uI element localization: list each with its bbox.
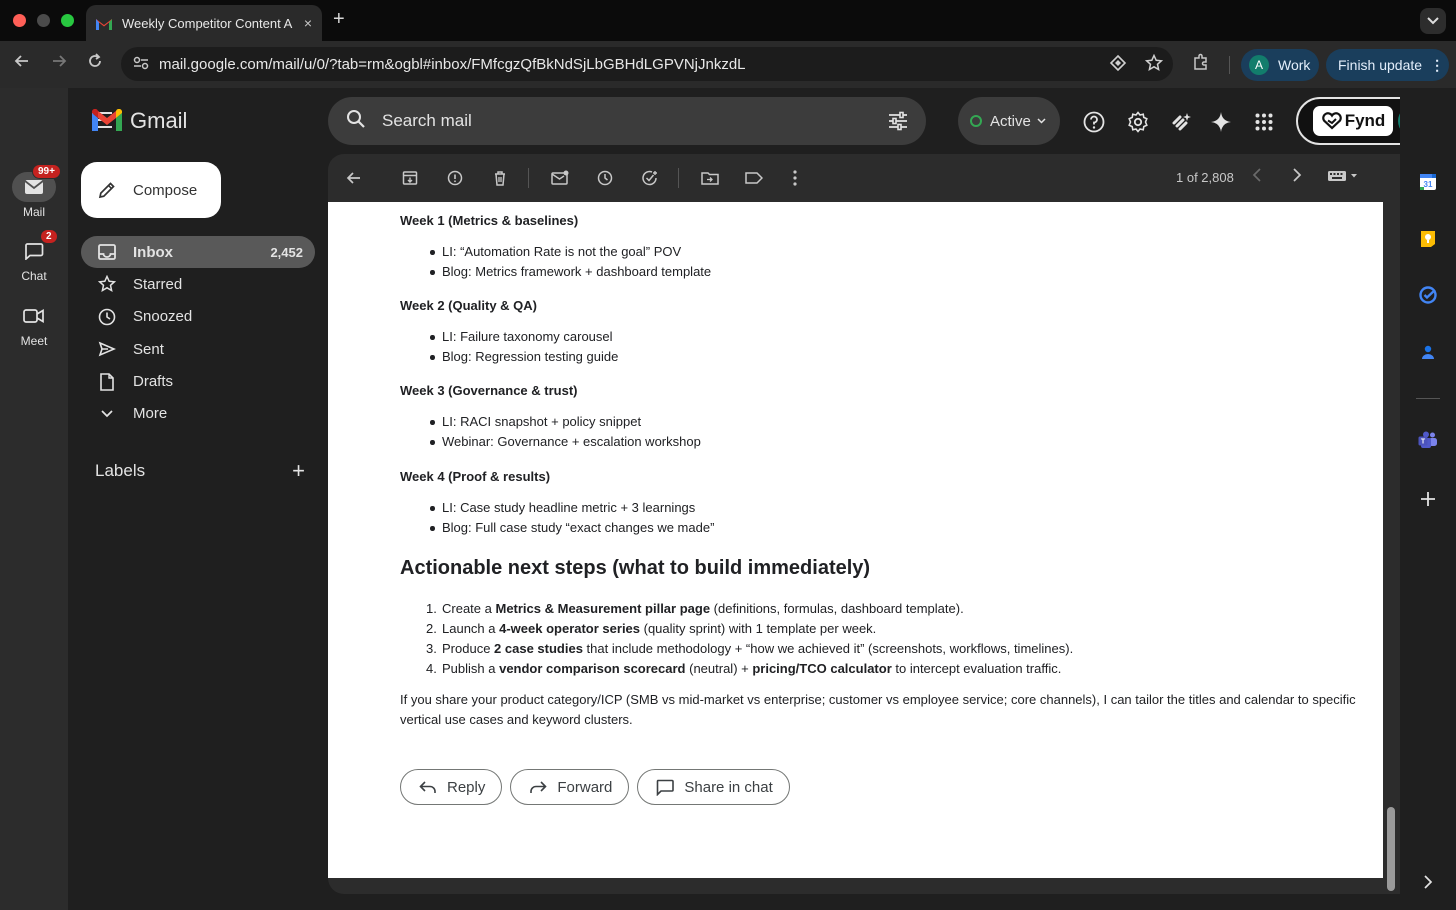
gmail-logo-text: Gmail xyxy=(130,108,188,133)
heart-icon xyxy=(1321,112,1343,130)
gmail-favicon-icon xyxy=(96,17,112,29)
mail-badge: 99+ xyxy=(32,164,61,179)
add-app-plus-icon[interactable] xyxy=(1418,489,1438,509)
list-item: LI: RACI snapshot + policy snippet xyxy=(442,412,701,432)
labels-section xyxy=(95,458,305,484)
newer-chevron-left-icon[interactable] xyxy=(1252,166,1262,187)
gemini-star-icon[interactable] xyxy=(1209,110,1233,134)
reply-button[interactable] xyxy=(400,769,502,805)
mail-icon xyxy=(12,166,56,202)
chevron-down-icon xyxy=(97,410,117,418)
settings-gear-icon[interactable] xyxy=(1126,110,1150,134)
chat-badge: 2 xyxy=(40,229,58,244)
search-input[interactable]: Search mail xyxy=(382,111,472,130)
finish-update-button[interactable] xyxy=(1326,49,1449,81)
rail-mail[interactable] xyxy=(0,166,68,219)
browser-menu-icon[interactable]: ⋮ xyxy=(1430,56,1445,73)
send-icon xyxy=(97,341,117,357)
nav-item-starred[interactable] xyxy=(81,268,315,300)
inbox-count: 2,452 xyxy=(270,244,303,260)
tab-search-chevron-icon[interactable] xyxy=(1420,8,1446,34)
nav-item-snoozed[interactable] xyxy=(81,301,315,333)
nav-label: More xyxy=(133,405,168,423)
week-heading: Week 3 (Governance & trust) xyxy=(400,383,578,398)
site-settings-icon[interactable] xyxy=(133,56,151,73)
status-dropdown[interactable] xyxy=(958,97,1060,145)
apps-rail xyxy=(0,88,68,910)
message-toolbar xyxy=(328,154,1439,202)
account-brand-text: Fynd xyxy=(1344,111,1386,130)
calendar-icon[interactable] xyxy=(1418,172,1438,192)
back-arrow-icon[interactable] xyxy=(10,53,34,74)
browser-tab-bar xyxy=(0,0,1456,41)
mark-unread-icon[interactable] xyxy=(550,168,570,188)
week-bullets xyxy=(442,412,701,452)
reload-icon[interactable] xyxy=(83,53,107,74)
tasks-check-icon[interactable] xyxy=(1418,285,1438,305)
chevron-down-icon xyxy=(1037,116,1046,127)
message-body xyxy=(328,202,1383,878)
add-to-tasks-icon[interactable] xyxy=(640,168,660,188)
url-text: mail.google.com/mail/u/0/?tab=rm&ogbl#inbox/FMfcgzQfBkNdSjLbGBHdLGPVNjJnkzdL xyxy=(159,55,746,73)
message-scrollbar[interactable] xyxy=(1387,807,1395,891)
list-item: LI: “Automation Rate is not the goal” POV xyxy=(442,242,711,262)
forward-button[interactable] xyxy=(510,769,629,805)
week-bullets xyxy=(442,498,714,538)
search-bar[interactable] xyxy=(328,97,926,145)
list-item: 1. Create a Metrics & Measurement pillar page (definitions, formulas, dashboard template). xyxy=(426,601,964,616)
rail-mail-label: Mail xyxy=(22,205,45,219)
next-steps-heading: Actionable next steps (what to build immediately) xyxy=(400,557,871,579)
contacts-person-icon[interactable] xyxy=(1418,342,1438,362)
rail-chat[interactable] xyxy=(0,231,68,283)
video-camera-icon xyxy=(12,301,56,331)
chat-icon xyxy=(12,231,56,266)
more-options-icon[interactable] xyxy=(785,168,805,188)
forward-arrow-icon[interactable] xyxy=(47,53,71,74)
status-label: Active xyxy=(990,112,1031,130)
nav-item-sent[interactable] xyxy=(81,333,315,365)
side-panel-apps xyxy=(1400,88,1456,910)
gmail-logo[interactable] xyxy=(92,108,187,134)
week-bullets xyxy=(442,242,711,282)
toolbar-divider xyxy=(1229,56,1230,74)
search-options-icon[interactable] xyxy=(888,111,908,136)
message-actions xyxy=(400,769,798,805)
bookmark-star-icon[interactable] xyxy=(1145,54,1163,77)
rail-meet-label: Meet xyxy=(20,334,48,348)
list-item: Webinar: Governance + escalation workshop xyxy=(442,432,701,452)
message-panel xyxy=(328,154,1439,894)
teams-app-icon[interactable] xyxy=(1418,430,1438,450)
week-bullets xyxy=(442,327,618,367)
list-item: 2. Launch a 4-week operator series (quality sprint) with 1 template per week. xyxy=(426,621,877,636)
address-bar[interactable] xyxy=(121,47,1173,81)
back-to-inbox-icon[interactable] xyxy=(344,168,364,188)
add-label-button[interactable]: + xyxy=(292,458,305,483)
list-item: 4. Publish a vendor comparison scorecard (neutral) + pricing/TCO calculator to intercept evaluation traffic. xyxy=(426,661,1062,676)
install-app-icon[interactable] xyxy=(1109,54,1127,77)
older-chevron-right-icon[interactable] xyxy=(1292,166,1302,187)
clock-icon xyxy=(97,308,117,326)
pencil-icon xyxy=(97,180,117,200)
svg-text:T: T xyxy=(1420,438,1426,446)
compose-button[interactable] xyxy=(81,162,221,218)
gmail-m-icon xyxy=(92,109,122,133)
labels-title: Labels xyxy=(95,461,146,480)
nav-label: Inbox xyxy=(133,243,173,261)
search-icon[interactable] xyxy=(346,109,366,134)
svg-text:31: 31 xyxy=(1423,180,1433,189)
browser-profile-button[interactable] xyxy=(1241,49,1319,81)
help-icon[interactable] xyxy=(1082,110,1106,134)
show-side-panel-chevron-icon[interactable] xyxy=(1418,872,1438,892)
reply-label: Reply xyxy=(447,778,486,796)
extensions-puzzle-icon[interactable] xyxy=(1192,53,1210,76)
profile-label: Work xyxy=(1278,57,1311,73)
gemini-sparkle-tools-icon[interactable] xyxy=(1169,110,1193,134)
compose-label: Compose xyxy=(133,181,198,199)
list-item: Blog: Full case study “exact changes we made” xyxy=(442,518,714,538)
fynd-logo xyxy=(1313,106,1393,136)
week-heading: Week 2 (Quality & QA) xyxy=(400,298,538,313)
nav-label: Snoozed xyxy=(133,308,193,326)
rail-meet[interactable] xyxy=(0,301,68,348)
browser-toolbar xyxy=(0,41,1456,88)
minimize-window-button[interactable] xyxy=(37,14,50,27)
nav-label: Sent xyxy=(133,340,164,358)
browser-tab-active[interactable] xyxy=(86,5,322,41)
toolbar-divider xyxy=(528,168,529,188)
nav-item-drafts[interactable] xyxy=(81,366,315,398)
label-tag-icon[interactable] xyxy=(744,168,764,188)
closing-paragraph: If you share your product category/ICP (SMB vs mid-market vs enterprise; customer vs employee service; core channels), I can tailor the titles and calendar to specific vertical use cases and keyword clusters. xyxy=(400,692,1356,727)
close-window-button[interactable] xyxy=(13,14,26,27)
mailbox-nav xyxy=(81,236,315,430)
forward-arrow-icon xyxy=(529,780,547,794)
share-in-chat-button[interactable] xyxy=(637,769,789,805)
nav-item-inbox[interactable] xyxy=(81,236,315,268)
next-steps-list xyxy=(426,599,1074,679)
nav-label: Starred xyxy=(133,275,183,293)
nav-item-more[interactable] xyxy=(81,398,315,430)
list-item: Blog: Metrics framework + dashboard template xyxy=(442,262,711,282)
maximize-window-button[interactable] xyxy=(61,14,74,27)
keep-bulb-icon[interactable] xyxy=(1418,229,1438,249)
profile-avatar: A xyxy=(1249,55,1269,75)
week-heading: Week 1 (Metrics & baselines) xyxy=(400,213,579,228)
google-apps-grid-icon[interactable] xyxy=(1252,110,1276,134)
list-item: Blog: Regression testing guide xyxy=(442,347,618,367)
snooze-clock-icon[interactable] xyxy=(595,168,615,188)
list-item: 3. Produce 2 case studies that include methodology + “how we achieved it” (screenshots, workflows, timelines). xyxy=(426,641,1074,656)
gmail-app xyxy=(68,88,1456,910)
tab-title: Weekly Competitor Content A xyxy=(122,15,293,31)
move-to-folder-icon[interactable] xyxy=(700,168,720,188)
star-icon xyxy=(97,275,117,293)
pagination-text: 1 of 2,808 xyxy=(1176,170,1234,185)
rail-chat-label: Chat xyxy=(21,269,47,283)
list-item: LI: Failure taxonomy carousel xyxy=(442,327,618,347)
archive-icon[interactable] xyxy=(400,168,420,188)
share-label: Share in chat xyxy=(684,778,773,796)
delete-trash-icon[interactable] xyxy=(490,168,510,188)
active-status-icon xyxy=(970,115,982,127)
chat-bubble-icon xyxy=(656,779,674,796)
finish-update-label: Finish update xyxy=(1338,57,1423,73)
inbox-icon xyxy=(97,244,117,260)
nav-label: Drafts xyxy=(133,373,174,391)
list-item: LI: Case study headline metric + 3 learnings xyxy=(442,498,714,518)
new-tab-button[interactable]: + xyxy=(333,8,345,30)
input-tools-keyboard-icon[interactable] xyxy=(1328,170,1358,185)
toolbar-divider xyxy=(678,168,679,188)
close-tab-icon[interactable]: × xyxy=(303,15,312,31)
week-heading: Week 4 (Proof & results) xyxy=(400,469,551,484)
reply-arrow-icon xyxy=(419,780,437,794)
side-panel-divider xyxy=(1416,398,1440,399)
draft-file-icon xyxy=(97,373,117,391)
report-spam-icon[interactable] xyxy=(445,168,465,188)
forward-label: Forward xyxy=(557,778,613,796)
